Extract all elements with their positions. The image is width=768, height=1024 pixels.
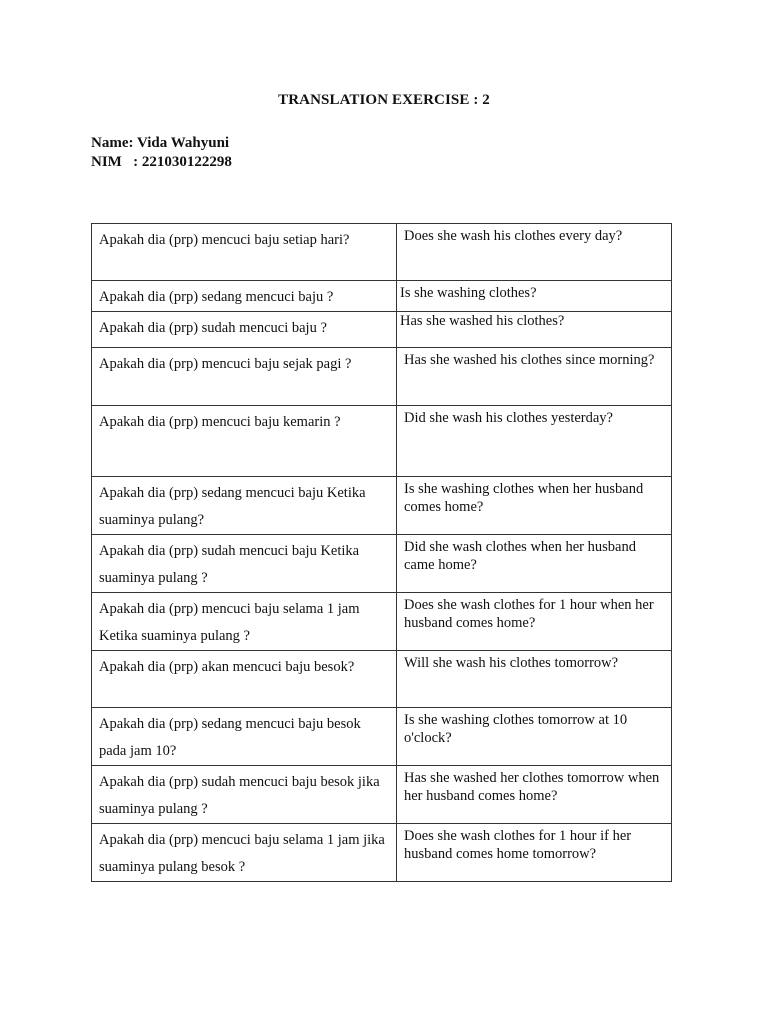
table-row xyxy=(92,535,672,593)
table-row xyxy=(92,593,672,651)
table-row xyxy=(92,312,672,348)
indonesian-cell: Apakah dia (prp) sedang mencuci baju besok pada jam 10? xyxy=(92,708,397,766)
indonesian-cell: Apakah dia (prp) sudah mencuci baju ? xyxy=(92,312,397,348)
table-row xyxy=(92,281,672,312)
table-row xyxy=(92,477,672,535)
student-name: Name: Vida Wahyuni xyxy=(91,135,230,151)
table-row xyxy=(92,766,672,824)
english-cell: Is she washing clothes tomorrow at 10 o'clock? xyxy=(397,708,672,766)
student-nim: NIM : 221030122298 xyxy=(91,154,232,170)
indonesian-cell: Apakah dia (prp) sedang mencuci baju Ketika suaminya pulang? xyxy=(92,477,397,535)
indonesian-cell: Apakah dia (prp) mencuci baju kemarin ? xyxy=(92,406,397,477)
table-row xyxy=(92,224,672,281)
table-row xyxy=(92,651,672,708)
indonesian-cell: Apakah dia (prp) sudah mencuci baju Ketika suaminya pulang ? xyxy=(92,535,397,593)
indonesian-cell: Apakah dia (prp) mencuci baju setiap hari? xyxy=(92,224,397,281)
indonesian-cell: Apakah dia (prp) sudah mencuci baju besok jika suaminya pulang ? xyxy=(92,766,397,824)
english-cell: Is she washing clothes? xyxy=(397,281,672,312)
english-cell: Did she wash his clothes yesterday? xyxy=(397,406,672,477)
english-cell: Does she wash his clothes every day? xyxy=(397,224,672,281)
table-row xyxy=(92,406,672,477)
english-cell: Is she washing clothes when her husband comes home? xyxy=(397,477,672,535)
translation-table xyxy=(91,223,672,882)
english-cell: Did she wash clothes when her husband came home? xyxy=(397,535,672,593)
english-cell: Does she wash clothes for 1 hour if her husband comes home tomorrow? xyxy=(397,824,672,882)
english-cell: Has she washed her clothes tomorrow when her husband comes home? xyxy=(397,766,672,824)
indonesian-cell: Apakah dia (prp) mencuci baju selama 1 jam Ketika suaminya pulang ? xyxy=(92,593,397,651)
indonesian-cell: Apakah dia (prp) mencuci baju sejak pagi ? xyxy=(92,348,397,406)
indonesian-cell: Apakah dia (prp) mencuci baju selama 1 jam jika suaminya pulang besok ? xyxy=(92,824,397,882)
english-cell: Will she wash his clothes tomorrow? xyxy=(397,651,672,708)
english-cell: Has she washed his clothes since morning? xyxy=(397,348,672,406)
english-cell: Does she wash clothes for 1 hour when her husband comes home? xyxy=(397,593,672,651)
table-row xyxy=(92,348,672,406)
student-info xyxy=(91,134,232,172)
document-title: TRANSLATION EXERCISE : 2 xyxy=(278,92,490,108)
table-row xyxy=(92,824,672,882)
english-cell: Has she washed his clothes? xyxy=(397,312,672,348)
indonesian-cell: Apakah dia (prp) sedang mencuci baju ? xyxy=(92,281,397,312)
table-row xyxy=(92,708,672,766)
indonesian-cell: Apakah dia (prp) akan mencuci baju besok? xyxy=(92,651,397,708)
